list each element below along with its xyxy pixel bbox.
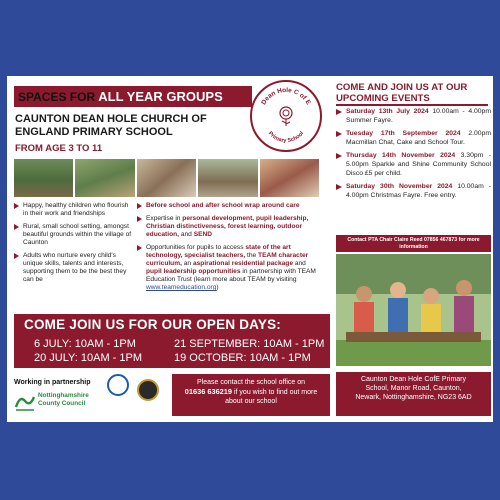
banner-highlight: ALL YEAR GROUPS xyxy=(98,89,223,104)
event-item: Thursday 14th November 2024 3.30pm - 5.00pm Sparkle and Shine Community School Disco £5 per child. xyxy=(336,152,491,178)
svg-text:Primary School xyxy=(267,130,306,144)
photo-classroom xyxy=(137,159,196,197)
list-item: Happy, healthy children who flourish in their work and friendships xyxy=(14,202,132,218)
logo-top-text: Dean Hole C of E xyxy=(260,86,312,107)
school-logo xyxy=(250,80,322,152)
photo-forest-school xyxy=(198,159,257,197)
contact-box: Please contact the school office on 01636 636219 if you wish to find out more about our school xyxy=(172,374,330,416)
school-phone[interactable]: 01636 636219 xyxy=(184,387,233,396)
benefits-column-1 xyxy=(14,202,132,289)
nottinghamshire-logo: Nottinghamshire County Council xyxy=(14,391,114,413)
banner-prefix: SPACES FOR xyxy=(18,90,96,104)
pta-contact-banner: Contact PTA Chair Claire Reed 07856 467873 for more information xyxy=(336,235,491,252)
events-title: COME AND JOIN US AT OUR UPCOMING EVENTS xyxy=(336,82,468,104)
photo-children-playing xyxy=(75,159,134,197)
school-name: CAUNTON DEAN HOLE CHURCH OF ENGLAND PRIMARY SCHOOL xyxy=(15,113,207,138)
list-item: Expertise in personal development, pupil leadership, Christian distinctiveness, forest learning, outdoor education, and SEND xyxy=(137,215,323,239)
year-groups-banner xyxy=(14,86,252,107)
ncc-emblem-icon xyxy=(14,391,36,411)
team-education-link[interactable]: www.teameducation.org xyxy=(146,284,217,291)
list-item: Before school and after school wrap around care xyxy=(137,202,323,210)
open-day-date: 19 OCTOBER: 10AM - 1PM xyxy=(174,352,311,364)
flyer-card xyxy=(7,76,493,422)
photo-outdoor-group xyxy=(14,159,73,197)
list-item: Adults who nurture every child's unique skills, talents and interests, supporting them to be the best they can be xyxy=(14,252,132,284)
school-address: Caunton Dean Hole CofE Primary School, Manor Road, Caunton, Newark, Nottinghamshire, NG23 6AD xyxy=(336,372,491,416)
photo-pupils-indoor xyxy=(260,159,319,197)
event-item: Saturday 30th November 2024 10.00am - 4.00pm Christmas Fayre. Free entry. xyxy=(336,183,491,200)
open-days-title: COME JOIN US FOR OUR OPEN DAYS: xyxy=(24,317,281,332)
children-photo xyxy=(336,254,491,366)
svg-text:Dean Hole C of E xyxy=(260,87,312,107)
open-day-date: 6 JULY: 10AM - 1PM xyxy=(34,338,136,350)
open-day-date: 21 SEPTEMBER: 10AM - 1PM xyxy=(174,338,325,350)
diocese-seal-icon xyxy=(137,379,159,401)
logo-bottom-text: Primary School xyxy=(266,130,306,145)
events-list xyxy=(336,108,491,205)
partnership-label: Working in partnership xyxy=(14,379,91,386)
benefits-column-2 xyxy=(137,202,323,297)
photo-strip xyxy=(14,159,319,197)
events-divider xyxy=(336,104,488,106)
list-item: Opportunities for pupils to access state of the art technology, specialist teachers, the TEAM character curriculum, an aspirational residential package and pupil leadership opportunities in partnership with TEAM Education Trust (learn more about TEAM by visiting www.teameducation.org) xyxy=(137,244,323,292)
rose-icon xyxy=(280,107,292,126)
open-day-date: 20 JULY: 10AM - 1PM xyxy=(34,352,143,364)
event-item: Tuesday 17th September 2024 2.00pm Macmillan Chat, Cake and School Tour. xyxy=(336,130,491,147)
event-item: Saturday 13th July 2024 10.00am - 4.00pm Summer Fayre. xyxy=(336,108,491,125)
age-range: FROM AGE 3 TO 11 xyxy=(15,143,103,154)
team-education-trust-logo-icon xyxy=(107,374,129,396)
list-item: Rural, small school setting, amongst beautiful grounds within the village of Caunton xyxy=(14,223,132,247)
open-days-band xyxy=(14,314,330,368)
